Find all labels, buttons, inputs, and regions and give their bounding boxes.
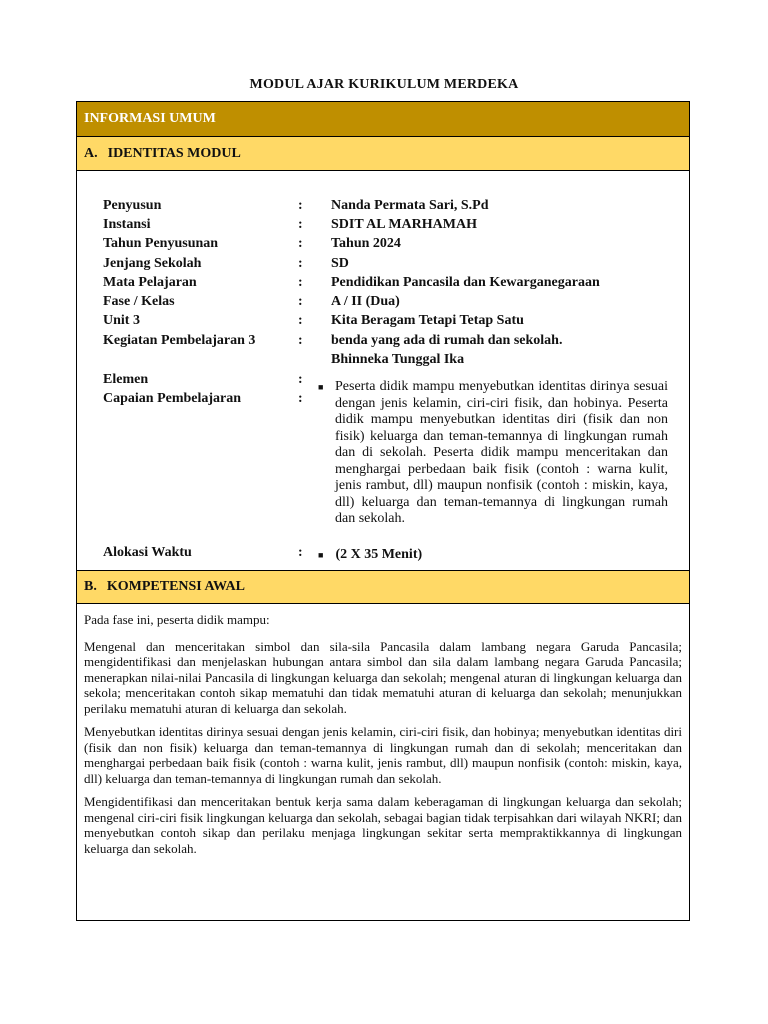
identitas-label: Elemen xyxy=(103,372,149,387)
identitas-colon: : xyxy=(298,391,303,406)
identitas-colon: : xyxy=(298,372,303,387)
identitas-value: Tahun 2024 xyxy=(331,236,401,251)
identitas-label: Fase / Kelas xyxy=(103,294,175,309)
identitas-colon: : xyxy=(298,545,303,560)
identitas-label: Jenjang Sekolah xyxy=(103,256,202,271)
identitas-value: Nanda Permata Sari, S.Pd xyxy=(331,198,489,213)
identitas-colon: : xyxy=(298,275,303,290)
identitas-colon: : xyxy=(298,236,303,251)
identitas-label: Kegiatan Pembelajaran 3 xyxy=(103,333,256,348)
section-header-identitas-modul xyxy=(77,137,689,171)
identitas-label: Capaian Pembelajaran xyxy=(103,391,242,406)
document-title: MODUL AJAR KURIKULUM MERDEKA xyxy=(249,77,519,92)
identitas-colon: : xyxy=(298,198,303,213)
identitas-label: Penyusun xyxy=(103,198,162,213)
identitas-row-kegiatan xyxy=(103,333,673,352)
identitas-value: Kita Beragam Tetapi Tetap Satu xyxy=(331,313,524,328)
alokasi-value: (2 X 35 Menit) xyxy=(335,547,423,562)
section-title: KOMPETENSI AWAL xyxy=(106,579,245,594)
identitas-value: Pendidikan Pancasila dan Kewarganegaraan xyxy=(331,275,600,290)
identitas-colon: : xyxy=(298,256,303,271)
identitas-row-instansi xyxy=(103,217,673,236)
section-header-informasi-umum: INFORMASI UMUM xyxy=(77,102,689,137)
identitas-value: Bhinneka Tunggal Ika xyxy=(331,352,465,367)
identitas-row-jenjang xyxy=(103,256,673,275)
identitas-label: Alokasi Waktu xyxy=(103,545,192,560)
identitas-row-penyusun xyxy=(103,198,673,217)
bullet-icon: ■ xyxy=(318,550,324,560)
identitas-value: benda yang ada di rumah dan sekolah. xyxy=(331,333,563,348)
section-number: B. xyxy=(84,579,97,594)
capaian-text: Peserta didik mampu menyebutkan identitas dirinya sesuai dengan jenis kelamin, ciri-ciri fisik, dan hobinya. Peserta didik mampu menyebutkan identitas diri (fisik dan non fisik) keluarga dan teman-temannya di lingkungan rumah dan di sekolah. Peserta didik mampu menceritakan dan menghargai perbedaan baik fisik (contoh : warna kulit, jenis rambut, dll) maupun nonfisik (contoh : miskin, kaya, dll) keluarga dan teman-temannya di lingkungan rumah dan sekolah. xyxy=(335,379,668,526)
identitas-row-kegiatan-cont xyxy=(103,352,673,371)
section-number: A. xyxy=(84,145,98,161)
kompetensi-paragraph: Menyebutkan identitas dirinya sesuai dengan jenis kelamin, ciri-ciri fisik, dan hobinya; menyebutkan identitas diri (fisik dan non fisik) keluarga dan teman-temannya di lingkungan rumah dan di sekolah; menceritakan dan menghargai perbedaan baik fisik (contoh : warna kulit, jenis rambut, dll) maupun nonfisik (contoh: miskin, kaya, dll) keluarga dan teman-temannya di lingkungan rumah dan sekolah. xyxy=(84,724,682,786)
section-header-kompetensi-awal xyxy=(77,570,689,604)
alokasi-waktu xyxy=(318,547,422,563)
identitas-label: Mata Pelajaran xyxy=(103,275,197,290)
kompetensi-paragraph: Mengenal dan menceritakan simbol dan sila-sila Pancasila dalam lambang negara Garuda Pancasila; mengidentifikasi dan menjelaskan hubungan antara simbol dan sila dalam lambang negara Garuda Pancasila; menerapkan nilai-nilai Pancasila di lingkungan keluarga dan sekolah; mengenal aturan di lingkungan keluarga dan sekola; menceritakan contoh sikap mematuhi dan tidak mematuhi aturan di keluarga dan sekolah; menunjukkan perilaku mematuhi aturan di keluarga dan sekolah. xyxy=(84,638,682,716)
kompetensi-intro: Pada fase ini, peserta didik mampu: xyxy=(84,612,270,627)
identitas-colon: : xyxy=(298,333,303,348)
identitas-row-mapel xyxy=(103,275,673,294)
identitas-colon: : xyxy=(298,313,303,328)
identitas-value: A / II (Dua) xyxy=(331,294,400,309)
identitas-value: SDIT AL MARHAMAH xyxy=(331,217,477,232)
identitas-colon: : xyxy=(298,294,303,309)
identitas-row-fase xyxy=(103,294,673,313)
identitas-row-tahun xyxy=(103,236,673,255)
identitas-value: SD xyxy=(331,256,349,271)
kompetensi-paragraph: Mengidentifikasi dan menceritakan bentuk kerja sama dalam keberagaman di lingkungan keluarga dan sekolah; mengenal ciri-ciri fisik lingkungan keluarga dan sekolah, sebagai bagian tidak terpisahkan dari wilayah NKRI; dan menyebutkan contoh sikap dan perilaku menjaga lingkungan sekitar serta mempraktikkannya di lingkungan keluarga dan sekolah. xyxy=(84,794,682,856)
module-table xyxy=(76,101,690,921)
section-title: IDENTITAS MODUL xyxy=(107,145,241,161)
identitas-label: Instansi xyxy=(103,217,151,232)
identitas-row-unit xyxy=(103,313,673,332)
identitas-colon: : xyxy=(298,217,303,232)
bullet-icon: ■ xyxy=(318,382,324,392)
kompetensi-awal-body xyxy=(84,612,682,864)
identitas-label: Unit 3 xyxy=(103,313,140,328)
identitas-label: Tahun Penyusunan xyxy=(103,236,219,251)
